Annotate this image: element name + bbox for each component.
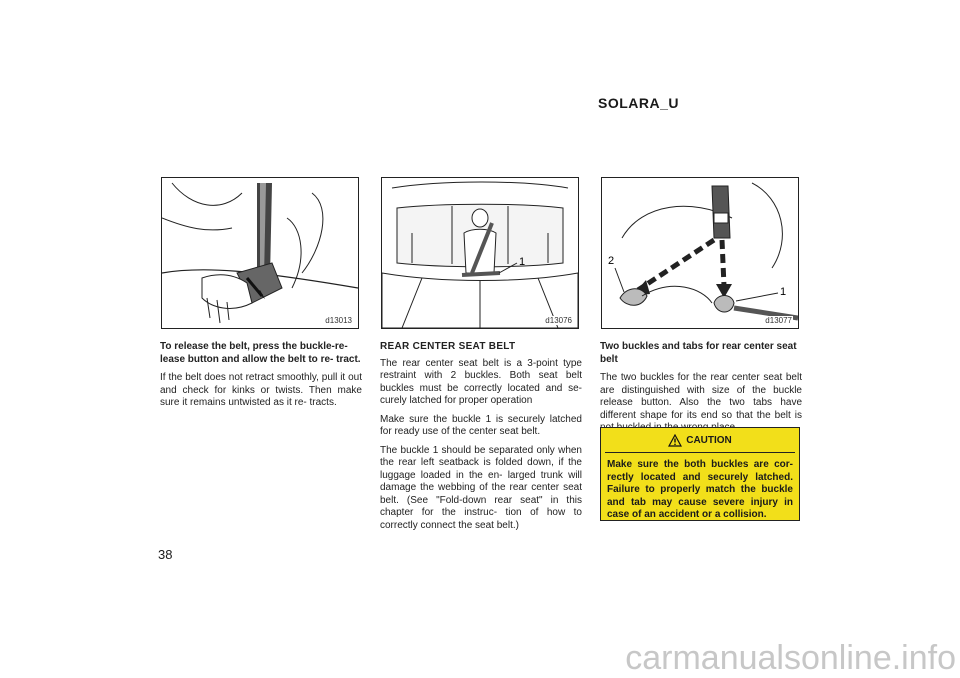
section-heading: REAR CENTER SEAT BELT [380,341,516,352]
figure-code: d13077 [765,316,792,325]
column-rear-center [380,341,582,538]
paragraph-buckle-latched: Make sure the buckle 1 is securely latched for ready use of the center seat belt. [380,413,582,437]
caution-box [600,427,800,521]
figure-two-buckles [601,177,799,329]
caution-label: CAUTION [686,434,732,446]
paragraph-distinguish: The two buckles for the rear center seat belt are distinguished with size of the buckle release button. Also the two tabs have different shape for its end so that the belt is [600,372,802,421]
figure-code: d13013 [325,316,352,325]
callout-1: 1 [780,286,787,298]
page-number: 38 [158,547,173,562]
illustration-buckles-tabs [602,178,798,328]
callout-1: 1 [519,256,526,268]
column-release [160,341,362,416]
illustration-rear-seat [382,178,578,328]
column-two-buckles [600,341,802,441]
paragraph-buckle-separated: The buckle 1 should be separated only when the rear left seatback is folded down, if the luggage loaded in the en- larged trunk will damage the webbing of the rear center seat belt. (See "Fold‑down rear seat" in this chapter for the instruc- tion of how to correctly connect the seat belt.) [380,444,582,531]
figure-code: d13076 [545,316,572,325]
retract-check-paragraph: If the belt does not retract smoothly, pull it out and check for kinks or twists. Then make sure it remains untwisted as it re- tracts. [160,372,362,408]
release-instruction: To release the belt, press the buckle‑re- lease button and allow the belt to re- tract. [160,341,361,365]
paragraph-restraint: The rear center seat belt is a 3‑point type restraint with 2 buckles. Both seat belt buckles must be correctly located and se- curely latched for proper operation [380,357,582,406]
watermark: carmanualsonline.info [625,639,956,677]
running-header: SOLARA_U [598,95,680,111]
illustration-hand-buckle [162,178,358,328]
callout-2: 2 [608,255,615,267]
caution-text: Make sure the both buckles are cor- rectly located and securely latched. Failure to properly match the buckle and tab may cause severe injury in case of an accident or a collision. [607,459,793,520]
caution-header [601,428,799,452]
warning-triangle-icon [668,434,682,447]
figure-rear-seat [381,177,579,329]
figure-buckle-release [161,177,359,329]
subheading-two-buckles: Two buckles and tabs for rear center seat belt [600,341,797,365]
